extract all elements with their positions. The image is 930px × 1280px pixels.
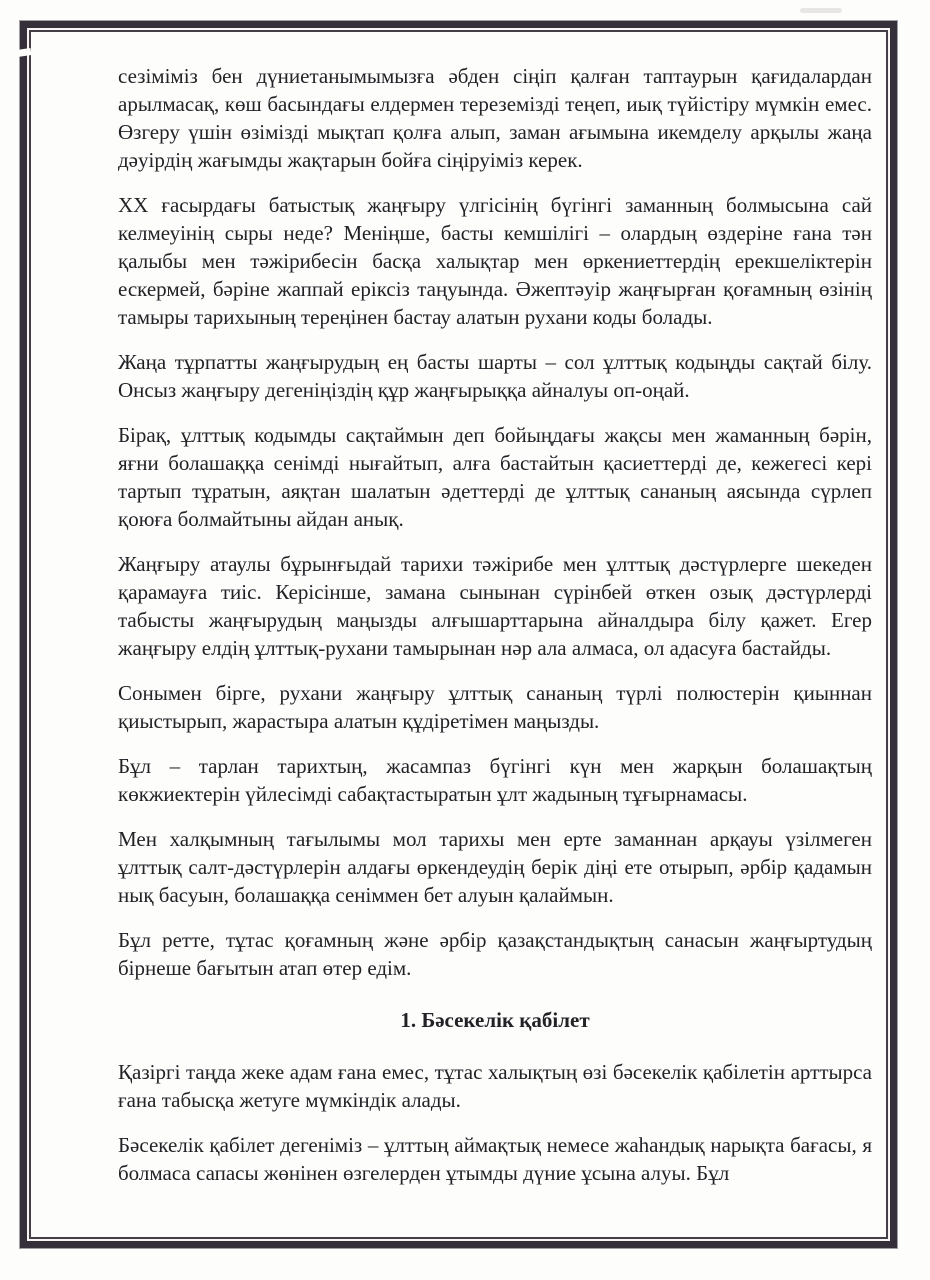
paragraph: Бұл ретте, тұтас қоғамның және әрбір қазақстандықтың санасын жаңғыртудың бірнеше бағытын атап өтер едім. [118, 928, 872, 980]
paragraph: Жаңғыру атаулы бұрынғыдай тарихи тәжірибе мен ұлттық дәстүрлерге шекеден қарамауға тиіс. Керісінше, замана сынынан сүрінбей өткен озық дәстүрлерді табысты жаңғырудың маңызды алғышарттарына айналдыра білу қажет. Егер жаңғыру елдің ұлттық-рухани тамырынан нәр ала алмаса, ол адасуға бастайды. [118, 552, 872, 660]
section-heading: 1. Бәсекелік қабілет [400, 1008, 590, 1032]
paragraph: сезіміміз бен дүниетанымымызға әбден сіңіп қалған таптаурын қағидалардан арылмасақ, көш басындағы елдермен тереземізді теңеп, иық түйістіру мүмкін емес. Өзгеру үшін өзімізді мықтап қолға алып, заман ағымына икемделу арқылы жаңа дәуірдің жағымды жақтарын бойға сіңіруіміз керек. [118, 64, 872, 172]
document-body [118, 62, 872, 1204]
paragraph: Қазіргі таңда жеке адам ғана емес, тұтас халықтың өзі бәсекелік қабілетін арттырса ғана табысқа жетуге мүмкіндік алады. [118, 1060, 872, 1112]
paragraph: Жаңа тұрпатты жаңғырудың ең басты шарты – сол ұлттық кодыңды сақтай білу. Онсыз жаңғыру дегеніңіздің құр жаңғырыққа айналуы оп-оңай. [118, 350, 872, 402]
paragraph: Сонымен бірге, рухани жаңғыру ұлттық сананың түрлі полюстерін қиыннан қиыстырып, жарастыра алатын құдіретімен маңызды. [118, 681, 872, 733]
paragraph: ХХ ғасырдағы батыстық жаңғыру үлгісінің бүгінгі заманның болмысына сай келмеуінің сыры неде? Меніңше, басты кемшілігі – олардың өздеріне ғана тән қалыбы мен тәжірибесін басқа халықтар мен өркениеттердің ерекшеліктерін ескермей, бәріне жаппай еріксіз таңуында. Әжептәуір жаңғырған қоғамның өзінің тамыры тарихының тереңінен бастау алатын рухани коды болады. [118, 193, 872, 329]
paragraph: Бірақ, ұлттық кодымды сақтаймын деп бойыңдағы жақсы мен жаманның бәрін, яғни болашаққа сенімді нығайтып, алға бастайтын қасиеттерді де, кежегесі кері тартып тұратын, аяқтан шалатын әдеттерді де ұлттық сананың аясында сүрлеп қоюға болмайтыны айдан анық. [118, 423, 872, 531]
paragraph: Мен халқымның тағылымы мол тарихы мен ерте заманнан арқауы үзілмеген ұлттық салт-дәстүрлерін алдағы өркендеудің берік діңі ете отырып, әрбір қадамын нық басуын, болашаққа сеніммен бет алуын қалаймын. [118, 827, 872, 907]
paragraph: Бәсекелік қабілет дегеніміз – ұлттың аймақтық немесе жаһандық нарықта бағасы, я болмаса сапасы жөнінен өзгелерден ұтымды дүние ұсына алуы. Бұл [118, 1133, 872, 1185]
paragraph: Бұл – тарлан тарихтың, жасампаз бүгінгі күн мен жарқын болашақтың көкжиектерін үйлесімді сабақтастыратын ұлт жадының тұғырнамасы. [118, 754, 872, 806]
scan-smudge-artifact [800, 8, 842, 13]
